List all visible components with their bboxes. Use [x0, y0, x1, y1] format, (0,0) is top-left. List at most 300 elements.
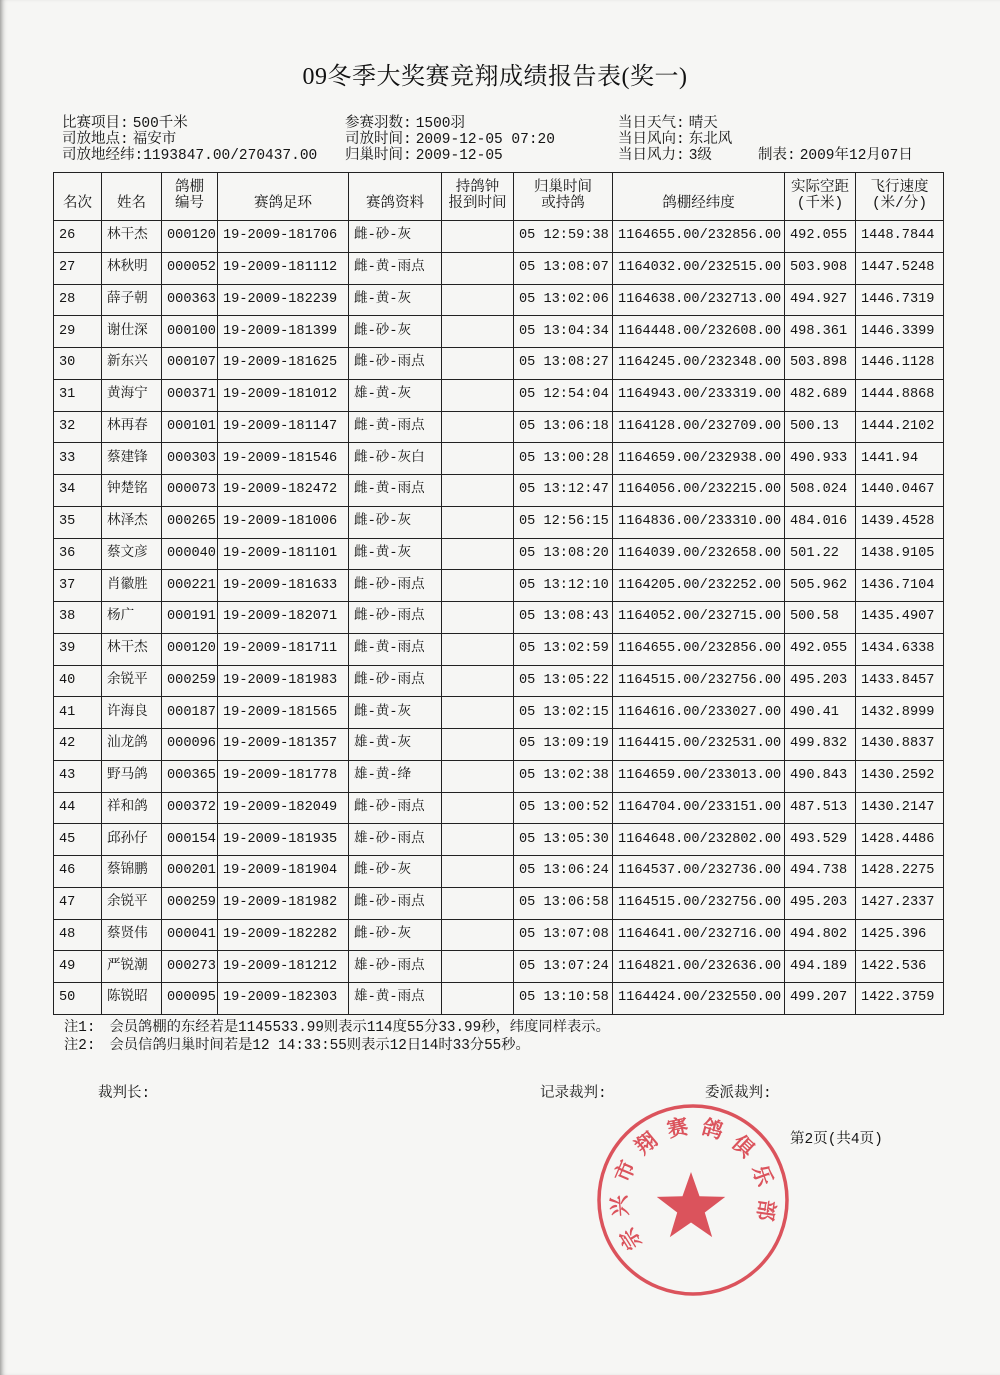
name-cell: 野马鸽 [102, 760, 162, 792]
distance-cell: 495.203 [785, 887, 856, 919]
loft-cell: 000107 [162, 348, 218, 380]
header-arrival [514, 173, 613, 221]
ring-cell: 19-2009-181982 [218, 887, 349, 919]
seal-char: 赛 [664, 1113, 691, 1143]
loft-cell: 000259 [162, 665, 218, 697]
loft-cell: 000372 [162, 792, 218, 824]
name-cell: 蔡贤伟 [102, 919, 162, 951]
seal-char: 翔 [629, 1126, 662, 1160]
rank-cell: 29 [54, 316, 102, 348]
info-cell: 雌-砂-雨点 [349, 665, 442, 697]
clock-cell [442, 665, 514, 697]
ring-cell: 19-2009-181112 [218, 252, 349, 284]
info-cell: 雌-黄-雨点 [349, 633, 442, 665]
loft-cell: 000365 [162, 760, 218, 792]
info-cell: 雌-砂-雨点 [349, 887, 442, 919]
chief-judge-signature: 裁判长: [98, 1086, 151, 1102]
result-row [54, 284, 944, 316]
clock-cell [442, 919, 514, 951]
name-cell: 严锐潮 [102, 951, 162, 983]
rank-cell: 50 [54, 983, 102, 1015]
name-cell: 汕龙鸽 [102, 729, 162, 761]
wind-force-value: 3级 [688, 148, 712, 164]
seal-char: 宗 [614, 1223, 647, 1255]
coords-cell: 1164245.00/232348.00 [613, 348, 785, 380]
header-ring [218, 173, 349, 221]
rank-cell: 45 [54, 824, 102, 856]
result-row [54, 665, 944, 697]
speed-cell: 1422.3759 [856, 983, 944, 1015]
name-cell: 余锐平 [102, 665, 162, 697]
arrival-cell: 05 13:08:20 [514, 538, 613, 570]
release-place-label: 司放地点: [62, 132, 129, 148]
rank-cell: 49 [54, 951, 102, 983]
distance-cell: 505.962 [785, 570, 856, 602]
result-row [54, 221, 944, 253]
header-loft [162, 173, 218, 221]
result-row [54, 506, 944, 538]
arrival-cell: 05 13:06:24 [514, 856, 613, 888]
speed-cell: 1432.8999 [856, 697, 944, 729]
seal-char: 部 [752, 1198, 781, 1223]
speed-cell: 1427.2337 [856, 887, 944, 919]
header-label: 鸽棚 [175, 180, 204, 196]
ring-cell: 19-2009-182071 [218, 602, 349, 634]
result-row [54, 411, 944, 443]
info-column-middle [345, 116, 555, 164]
weather-line [618, 116, 732, 132]
loft-cell: 000221 [162, 570, 218, 602]
name-cell: 林泽杰 [102, 506, 162, 538]
speed-cell: 1444.8868 [856, 379, 944, 411]
result-row [54, 602, 944, 634]
ring-cell: 19-2009-181633 [218, 570, 349, 602]
header-info [349, 173, 442, 221]
loft-cell: 000120 [162, 633, 218, 665]
rank-cell: 37 [54, 570, 102, 602]
clock-cell [442, 602, 514, 634]
clock-cell [442, 983, 514, 1015]
record-judge-signature: 记录裁判: [540, 1086, 607, 1102]
entries-value: 1500羽 [415, 116, 466, 132]
ring-cell: 19-2009-181101 [218, 538, 349, 570]
distance-cell: 484.016 [785, 506, 856, 538]
note-text: 会员信鸽归巢时间若是12 14:33:55则表示12日14时33分55秒。 [109, 1038, 530, 1054]
speed-cell: 1433.8457 [856, 665, 944, 697]
loft-cell: 000259 [162, 887, 218, 919]
clock-cell [442, 633, 514, 665]
name-cell: 许海良 [102, 697, 162, 729]
name-cell: 林秋明 [102, 252, 162, 284]
arrival-cell: 05 13:07:24 [514, 951, 613, 983]
header-label: 或持鸽 [541, 196, 585, 212]
name-cell: 蔡文彦 [102, 538, 162, 570]
arrival-cell: 05 13:09:19 [514, 729, 613, 761]
release-coords-line [62, 148, 317, 164]
coords-cell: 1164659.00/233013.00 [613, 760, 785, 792]
coords-cell: 1164032.00/232515.00 [613, 252, 785, 284]
ring-cell: 19-2009-181357 [218, 729, 349, 761]
page-number: 第2页(共4页) [790, 1132, 883, 1148]
loft-cell: 000052 [162, 252, 218, 284]
note-label: 注2: [64, 1038, 96, 1054]
arrival-cell: 05 13:06:58 [514, 887, 613, 919]
distance-cell: 492.055 [785, 221, 856, 253]
release-time-line [345, 132, 555, 148]
ring-cell: 19-2009-181006 [218, 506, 349, 538]
coords-cell: 1164056.00/232215.00 [613, 475, 785, 507]
speed-cell: 1430.2147 [856, 792, 944, 824]
arrival-cell: 05 13:12:10 [514, 570, 613, 602]
loft-cell: 000265 [162, 506, 218, 538]
arrival-cell: 05 13:06:18 [514, 411, 613, 443]
loft-cell: 000363 [162, 284, 218, 316]
clock-cell [442, 697, 514, 729]
note-1 [64, 1020, 610, 1036]
name-cell: 黄海宁 [102, 379, 162, 411]
coords-cell: 1164515.00/232756.00 [613, 887, 785, 919]
rank-cell: 27 [54, 252, 102, 284]
clock-cell [442, 951, 514, 983]
coords-cell: 1164836.00/233310.00 [613, 506, 785, 538]
distance-cell: 482.689 [785, 379, 856, 411]
rank-cell: 46 [54, 856, 102, 888]
distance-cell: 490.843 [785, 760, 856, 792]
coords-cell: 1164648.00/232802.00 [613, 824, 785, 856]
coords-cell: 1164039.00/232658.00 [613, 538, 785, 570]
name-cell: 钟楚铭 [102, 475, 162, 507]
loft-cell: 000040 [162, 538, 218, 570]
arrival-cell: 05 13:02:38 [514, 760, 613, 792]
info-cell: 雄-砂-雨点 [349, 951, 442, 983]
release-place-line [62, 132, 317, 148]
arrival-cell: 05 13:02:15 [514, 697, 613, 729]
clock-cell [442, 729, 514, 761]
ring-cell: 19-2009-182282 [218, 919, 349, 951]
results-body [54, 221, 944, 1015]
ring-cell: 19-2009-181546 [218, 443, 349, 475]
loft-cell: 000273 [162, 951, 218, 983]
name-cell: 薛子朝 [102, 284, 162, 316]
distance-cell: 508.024 [785, 475, 856, 507]
info-cell: 雌-黄-灰 [349, 697, 442, 729]
distance-cell: 499.207 [785, 983, 856, 1015]
return-date-value: 2009-12-05 [415, 148, 503, 164]
distance-cell: 500.58 [785, 602, 856, 634]
loft-cell: 000101 [162, 411, 218, 443]
note-text: 会员鸽棚的东经若是1145533.99则表示114度55分33.99秒，纬度同样表示。 [109, 1020, 610, 1036]
ring-cell: 19-2009-181399 [218, 316, 349, 348]
result-row [54, 379, 944, 411]
rank-cell: 40 [54, 665, 102, 697]
coords-cell: 1164415.00/232531.00 [613, 729, 785, 761]
name-cell: 杨广 [102, 602, 162, 634]
info-column-right [618, 116, 732, 164]
arrival-cell: 05 13:12:47 [514, 475, 613, 507]
clock-cell [442, 475, 514, 507]
note-2 [64, 1038, 530, 1054]
ring-cell: 19-2009-181935 [218, 824, 349, 856]
header-label: 鸽棚经纬度 [662, 196, 735, 212]
distance-cell: 501.22 [785, 538, 856, 570]
distance-cell: 490.933 [785, 443, 856, 475]
distance-cell: 487.513 [785, 792, 856, 824]
tabulated-label: 制表: [758, 148, 796, 164]
clock-cell [442, 570, 514, 602]
arrival-cell: 05 12:54:04 [514, 379, 613, 411]
ring-cell: 19-2009-181983 [218, 665, 349, 697]
loft-cell: 000371 [162, 379, 218, 411]
clock-cell [442, 379, 514, 411]
result-row [54, 475, 944, 507]
name-cell: 谢仕深 [102, 316, 162, 348]
rank-cell: 42 [54, 729, 102, 761]
ring-cell: 19-2009-182049 [218, 792, 349, 824]
result-row [54, 697, 944, 729]
coords-cell: 1164616.00/233027.00 [613, 697, 785, 729]
rank-cell: 31 [54, 379, 102, 411]
loft-cell: 000187 [162, 697, 218, 729]
name-cell: 新东兴 [102, 348, 162, 380]
event-label: 比赛项目: [62, 116, 129, 132]
result-row [54, 824, 944, 856]
coords-cell: 1164704.00/233151.00 [613, 792, 785, 824]
clock-cell [442, 348, 514, 380]
info-cell: 雌-黄-灰 [349, 284, 442, 316]
coords-cell: 1164205.00/232252.00 [613, 570, 785, 602]
loft-cell: 000095 [162, 983, 218, 1015]
name-cell: 邱孙仔 [102, 824, 162, 856]
speed-cell: 1441.94 [856, 443, 944, 475]
distance-cell: 503.898 [785, 348, 856, 380]
release-time-label: 司放时间: [345, 132, 412, 148]
ring-cell: 19-2009-181147 [218, 411, 349, 443]
ring-cell: 19-2009-182303 [218, 983, 349, 1015]
info-cell: 雌-黄-雨点 [349, 411, 442, 443]
header-row [54, 173, 944, 221]
arrival-cell: 05 13:00:28 [514, 443, 613, 475]
distance-cell: 493.529 [785, 824, 856, 856]
coords-cell: 1164655.00/232856.00 [613, 633, 785, 665]
speed-cell: 1430.2592 [856, 760, 944, 792]
loft-cell: 000303 [162, 443, 218, 475]
report-title: 09冬季大奖赛竞翔成绩报告表(奖一) [302, 64, 688, 90]
info-cell: 雌-砂-雨点 [349, 792, 442, 824]
rank-cell: 48 [54, 919, 102, 951]
rank-cell: 34 [54, 475, 102, 507]
seal-char: 俱 [727, 1129, 760, 1163]
distance-cell: 499.832 [785, 729, 856, 761]
coords-cell: 1164448.00/232608.00 [613, 316, 785, 348]
speed-cell: 1446.7319 [856, 284, 944, 316]
speed-cell: 1434.6338 [856, 633, 944, 665]
wind-force-label: 当日风力: [618, 148, 685, 164]
clock-cell [442, 221, 514, 253]
club-seal [593, 1100, 793, 1300]
speed-cell: 1446.1128 [856, 348, 944, 380]
header-speed [856, 173, 944, 221]
info-column-left [62, 116, 317, 164]
loft-cell: 000100 [162, 316, 218, 348]
arrival-cell: 05 13:00:52 [514, 792, 613, 824]
info-cell: 雌-黄-灰 [349, 538, 442, 570]
tabulated-date [758, 148, 913, 164]
result-row [54, 570, 944, 602]
rank-cell: 28 [54, 284, 102, 316]
result-row [54, 252, 944, 284]
arrival-cell: 05 13:07:08 [514, 919, 613, 951]
speed-cell: 1438.9105 [856, 538, 944, 570]
speed-cell: 1444.2102 [856, 411, 944, 443]
loft-cell: 000073 [162, 475, 218, 507]
speed-cell: 1435.4907 [856, 602, 944, 634]
clock-cell [442, 443, 514, 475]
speed-cell: 1439.4528 [856, 506, 944, 538]
wind-direction-label: 当日风向: [618, 132, 685, 148]
coords-cell: 1164052.00/232715.00 [613, 602, 785, 634]
arrival-cell: 05 13:04:34 [514, 316, 613, 348]
rank-cell: 30 [54, 348, 102, 380]
speed-cell: 1440.0467 [856, 475, 944, 507]
info-cell: 雄-黄-绛 [349, 760, 442, 792]
name-cell: 余锐平 [102, 887, 162, 919]
info-cell: 雄-黄-灰 [349, 729, 442, 761]
speed-cell: 1436.7104 [856, 570, 944, 602]
result-row [54, 792, 944, 824]
release-coords-label: 司放地经纬: [62, 148, 144, 164]
header-label: 报到时间 [448, 196, 507, 212]
arrival-cell: 05 13:05:22 [514, 665, 613, 697]
coords-cell: 1164537.00/232736.00 [613, 856, 785, 888]
name-cell: 陈锐昭 [102, 983, 162, 1015]
speed-cell: 1422.536 [856, 951, 944, 983]
ring-cell: 19-2009-182472 [218, 475, 349, 507]
name-cell: 林干杰 [102, 633, 162, 665]
distance-cell: 494.738 [785, 856, 856, 888]
ring-cell: 19-2009-181625 [218, 348, 349, 380]
results-table [53, 172, 944, 1015]
info-cell: 雌-砂-灰白 [349, 443, 442, 475]
speed-cell: 1447.5248 [856, 252, 944, 284]
clock-cell [442, 538, 514, 570]
clock-cell [442, 856, 514, 888]
name-cell: 林再春 [102, 411, 162, 443]
note-label: 注1: [64, 1020, 96, 1036]
rank-cell: 33 [54, 443, 102, 475]
header-label: 编号 [175, 196, 204, 212]
coords-cell: 1164821.00/232636.00 [613, 951, 785, 983]
clock-cell [442, 824, 514, 856]
ring-cell: 19-2009-181012 [218, 379, 349, 411]
coords-cell: 1164638.00/232713.00 [613, 284, 785, 316]
return-date-line [345, 148, 555, 164]
speed-cell: 1425.396 [856, 919, 944, 951]
rank-cell: 32 [54, 411, 102, 443]
loft-cell: 000096 [162, 729, 218, 761]
star-icon [657, 1172, 725, 1237]
result-row [54, 983, 944, 1015]
header-distance [785, 173, 856, 221]
speed-cell: 1446.3399 [856, 316, 944, 348]
distance-cell: 492.055 [785, 633, 856, 665]
ring-cell: 19-2009-182239 [218, 284, 349, 316]
distance-cell: 500.13 [785, 411, 856, 443]
rank-cell: 26 [54, 221, 102, 253]
name-cell: 肖徽胜 [102, 570, 162, 602]
info-cell: 雄-砂-雨点 [349, 824, 442, 856]
coords-cell: 1164641.00/232716.00 [613, 919, 785, 951]
distance-cell: 503.908 [785, 252, 856, 284]
info-cell: 雌-砂-雨点 [349, 348, 442, 380]
arrival-cell: 05 12:59:38 [514, 221, 613, 253]
distance-cell: 495.203 [785, 665, 856, 697]
clock-cell [442, 887, 514, 919]
result-row [54, 951, 944, 983]
result-row [54, 538, 944, 570]
info-cell: 雄-黄-灰 [349, 379, 442, 411]
seal-char: 鸽 [699, 1113, 727, 1144]
header-coords [613, 173, 785, 221]
clock-cell [442, 284, 514, 316]
rank-cell: 41 [54, 697, 102, 729]
ring-cell: 19-2009-181706 [218, 221, 349, 253]
result-row [54, 856, 944, 888]
arrival-cell: 05 13:08:27 [514, 348, 613, 380]
rank-cell: 47 [54, 887, 102, 919]
header-label: 名次 [63, 196, 92, 212]
info-cell: 雄-黄-雨点 [349, 983, 442, 1015]
name-cell: 祥和鸽 [102, 792, 162, 824]
loft-cell: 000154 [162, 824, 218, 856]
header-label: 实际空距 [791, 180, 849, 196]
coords-cell: 1164515.00/232756.00 [613, 665, 785, 697]
arrival-cell: 05 13:05:30 [514, 824, 613, 856]
info-cell: 雌-黄-雨点 [349, 252, 442, 284]
result-row [54, 887, 944, 919]
rank-cell: 36 [54, 538, 102, 570]
clock-cell [442, 760, 514, 792]
weather-value: 晴天 [688, 116, 718, 132]
name-cell: 林干杰 [102, 221, 162, 253]
header-name [102, 173, 162, 221]
clock-cell [442, 252, 514, 284]
arrival-cell: 05 13:10:58 [514, 983, 613, 1015]
release-coords-value: 1193847.00/270437.00 [143, 148, 318, 164]
loft-cell: 000201 [162, 856, 218, 888]
info-cell: 雌-砂-灰 [349, 316, 442, 348]
ring-cell: 19-2009-181711 [218, 633, 349, 665]
info-cell: 雌-砂-灰 [349, 506, 442, 538]
distance-cell: 494.189 [785, 951, 856, 983]
arrival-cell: 05 13:02:59 [514, 633, 613, 665]
result-row [54, 760, 944, 792]
result-row [54, 633, 944, 665]
seal-char: 兴 [605, 1194, 633, 1218]
event-value: 500千米 [132, 116, 188, 132]
header-rank [54, 173, 102, 221]
coords-cell: 1164424.00/232550.00 [613, 983, 785, 1015]
rank-cell: 35 [54, 506, 102, 538]
info-cell: 雌-砂-灰 [349, 919, 442, 951]
header-label: 持鸽钟 [455, 180, 500, 196]
result-row [54, 348, 944, 380]
release-time-value: 2009-12-05 07:20 [415, 132, 555, 148]
arrival-cell: 05 12:56:15 [514, 506, 613, 538]
info-cell: 雌-砂-灰 [349, 221, 442, 253]
release-place-value: 福安市 [132, 132, 177, 148]
event-line [62, 116, 317, 132]
speed-cell: 1428.2275 [856, 856, 944, 888]
